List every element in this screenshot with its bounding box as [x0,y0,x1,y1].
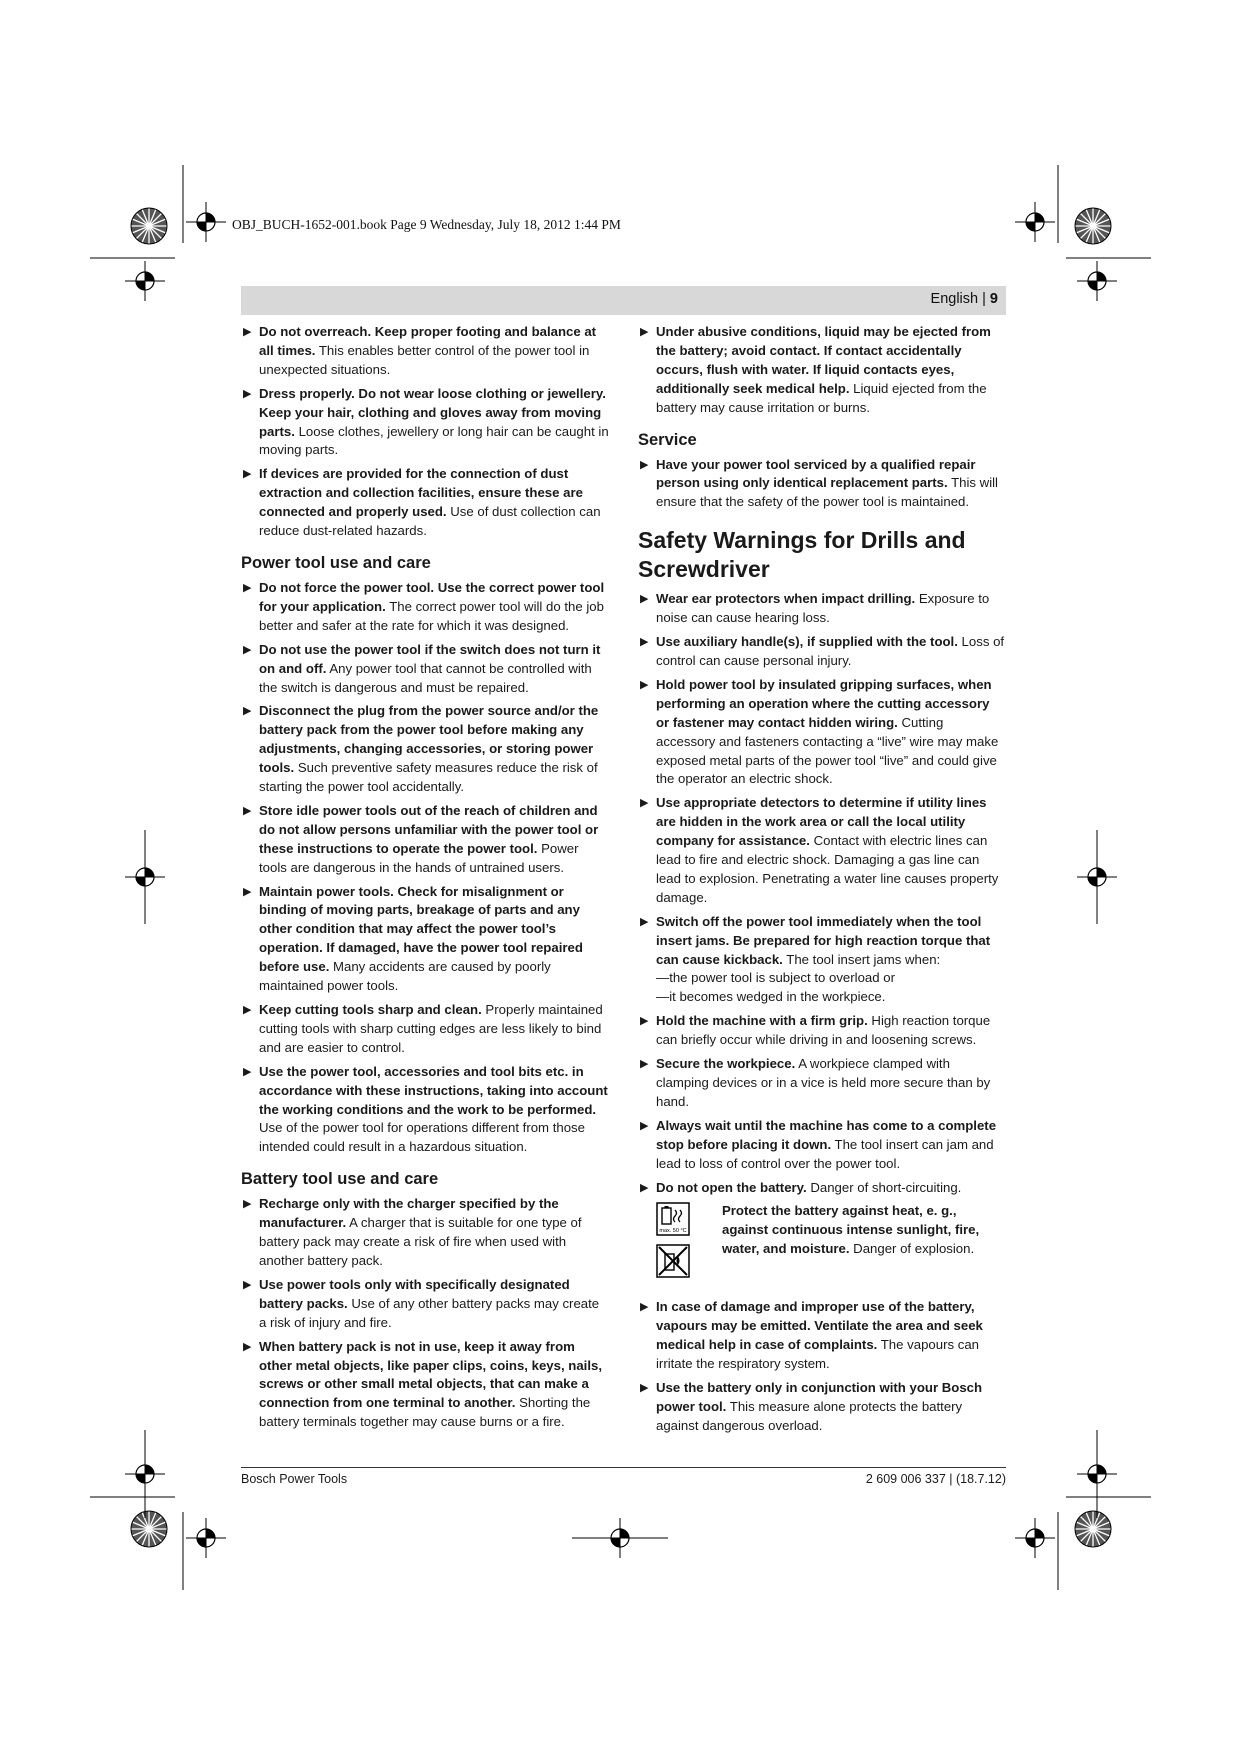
heat-warning-icon [656,1202,690,1236]
heading-safety-warnings-line1: Safety Warnings for Drills and [638,527,966,554]
bullet-arrow-icon: ▶ [640,1382,649,1395]
list-item [638,794,1006,907]
list-item-bold: Maintain power tools. Check for misalignment or binding of moving parts, breakage of parts and any other condition that may affect the power tool’s operation. If damaged, have the power tool repaired before use. [259,883,583,975]
list-item-text: Any power tool that cannot be controlled with the switch is dangerous and must be repaired. [259,660,592,695]
list-item-bold: Recharge only with the charger specified by the manufacturer. [259,1196,559,1231]
bullet-arrow-icon: ▶ [243,1278,252,1291]
list-item-text: Shorting the battery terminals together may cause burns or a fire. [259,1395,591,1430]
list-item-text: The vapours can irritate the respiratory system. [656,1337,979,1372]
heading-safety-warnings [638,526,1006,584]
footer-rule [241,1467,1006,1468]
list-item [241,1195,609,1271]
bullet-arrow-icon: ▶ [640,1301,649,1314]
list-item-bold: Use auxiliary handle(s), if supplied with the tool. [656,634,958,650]
list-item-text: A charger that is suitable for one type of battery pack may create a risk of fire when used with another battery pack. [259,1215,582,1268]
bullet-arrow-icon: ▶ [640,636,649,649]
list-item-text: Use of the power tool for operations different from those intended could result in a hazardous situation. [259,1120,585,1155]
list-item-text: High reaction torque can briefly occur while driving in and loosening screws. [656,1013,991,1048]
list-item [241,385,609,461]
list-item-bold: In case of damage and improper use of the battery, vapours may be emitted. Ventilate the area and seek medical help in case of complaints. [656,1299,983,1353]
list-item-bold: Do not open the battery. [656,1179,807,1195]
list-item-text: A workpiece clamped with clamping devices or in a vice is held more secure than by hand. [656,1056,991,1109]
list-item-bold: Use appropriate detectors to determine if utility lines are hidden in the work area or call the local utility company for assistance. [656,795,987,849]
list-item [638,1012,1006,1050]
bullet-arrow-icon: ▶ [243,1198,252,1211]
list-item-text: Loss of control can cause personal injury. [656,634,1005,668]
bullet-arrow-icon: ▶ [243,1065,252,1078]
bullet-arrow-icon: ▶ [640,593,649,606]
list-item-text: Contact with electric lines can lead to fire and electric shock. Damaging a gas line can lead to explosion. Penetrating a water line causes property damage. [656,833,999,905]
bullet-arrow-icon: ▶ [640,1181,649,1194]
list-item [241,883,609,996]
left-list-c [241,1195,609,1432]
list-item-bold: Do not use the power tool if the switch does not turn it on and off. [259,641,601,676]
list-item-text: Liquid ejected from the battery may cause irritation or burns. [656,380,987,415]
switch-off-item [638,913,1006,1008]
right-list-a [638,323,1006,418]
list-item-bold: Hold the machine with a firm grip. [656,1013,868,1029]
list-item-text: Use of any other battery packs may create a risk of injury and fire. [259,1295,600,1330]
list-item-bold: Under abusive conditions, liquid may be ejected from the battery; avoid contact. If contact accidentally occurs, flush with water. If liquid contacts eyes, additionally seek medical help. [656,324,991,396]
protect-battery-text: Danger of explosion. [849,1241,975,1257]
list-item-bold: Do not force the power tool. Use the correct power tool for your application. [259,579,605,614]
list-item-bold: Always wait until the machine has come to a complete stop before placing it down. [656,1117,997,1152]
list-item [241,1276,609,1333]
bullet-arrow-icon: ▶ [640,326,649,338]
list-item [241,323,609,380]
heading-service: Service [638,430,697,449]
list-item [241,1001,609,1058]
list-item-text: The tool insert can jam and lead to loss of control over the power tool. [656,1136,994,1171]
list-item-bold: Dress properly. Do not wear loose clothing or jewellery. Keep your hair, clothing and gloves away from moving parts. [259,385,606,439]
list-item [638,1379,1006,1436]
list-item-text: Danger of short-circuiting. [806,1179,962,1195]
list-item-bold: Use the battery only in conjunction with your Bosch power tool. [656,1380,983,1414]
list-item [638,323,1006,418]
list-item [241,579,609,636]
heading-power-tool-use: Power tool use and care [241,553,431,572]
bullet-arrow-icon: ▶ [243,387,252,400]
left-list-a [241,323,609,541]
list-item-text: This measure alone protects the battery against dangerous overload. [656,1398,963,1433]
list-item-text: Use of dust collection can reduce dust-related hazards. [259,504,601,539]
list-item-bold: Hold power tool by insulated gripping surfaces, when performing an operation where the cutting accessory or fastener may contact hidden wiring. [656,676,992,730]
bullet-arrow-icon: ▶ [640,797,649,810]
footer-docnumber: 2 609 006 337 | (18.7.12) [865,1472,1006,1486]
list-item-bold: Have your power tool serviced by a qualified repair person using only identical replacement parts. [656,456,976,491]
list-item [638,456,1006,513]
list-item [241,1063,609,1158]
switch-off-text: The tool insert jams when: [782,951,941,967]
header-language: English [930,291,979,307]
list-item [638,1179,1006,1198]
list-item [241,802,609,878]
list-item-text: This will ensure that the safety of the power tool is maintained. [656,475,998,510]
bullet-arrow-icon: ▶ [640,1119,649,1132]
list-item-bold: Keep cutting tools sharp and clean. [259,1002,482,1017]
bullet-arrow-icon: ▶ [243,1340,252,1353]
bullet-arrow-icon: ▶ [640,678,649,691]
page-number: 9 [989,291,998,307]
list-item-bold: Wear ear protectors when impact drilling. [656,591,916,607]
list-item-text: Cutting accessory and fasteners contacting a “live” wire may make exposed metal parts of the power tool “live” and could give the operator an electric shock. [656,714,999,787]
list-item-text: Many accidents are caused by poorly maintained power tools. [259,959,551,994]
list-item [241,1338,609,1433]
left-list-b [241,579,609,1157]
list-item-text: Such preventive safety measures reduce the risk of starting the power tool accidentally. [259,760,598,795]
bullet-arrow-icon: ▶ [243,885,252,898]
list-item [241,641,609,698]
list-item-text: Power tools are dangerous in the hands of untrained users. [259,840,579,875]
list-item [638,1055,1006,1112]
bullet-arrow-icon: ▶ [243,804,252,817]
list-item-bold: Secure the workpiece. [656,1056,796,1072]
list-item [638,1117,1006,1174]
list-item [638,1298,1006,1374]
book-info-slug: OBJ_BUCH-1652-001.book Page 9 Wednesday, July 18, 2012 1:44 PM [232,217,621,232]
list-item-text: This enables better control of the power tool in unexpected situations. [259,342,590,377]
footer-brand: Bosch Power Tools [241,1472,348,1486]
right-list-b [638,456,1006,513]
switch-off-bold: Switch off the power tool immediately when the tool insert jams. Be prepared for high reaction torque that can cause kickback. [656,913,991,967]
bullet-arrow-icon: ▶ [640,458,649,471]
bullet-arrow-icon: ▶ [640,1015,649,1028]
list-item [638,633,1006,671]
list-item-bold: Disconnect the plug from the power source and/or the battery pack from the power tool before making any adjustments, changing accessories, or storing power tools. [259,703,599,776]
no-water-fire-icon [656,1244,690,1278]
bullet-arrow-icon: ▶ [243,643,252,656]
bullet-arrow-icon: ▶ [640,1058,649,1071]
heading-safety-warnings-line2: Screwdriver [638,556,770,583]
right-list-c [638,590,1006,908]
list-item [241,465,609,541]
header-separator: | [978,291,990,307]
bullet-arrow-icon: ▶ [243,581,252,594]
list-item-text: Properly maintained cutting tools with sharp cutting edges are less likely to bind and are easier to control. [259,1002,603,1055]
list-item-bold: If devices are provided for the connection of dust extraction and collection facilities, ensure these are connected and properly used. [259,466,583,520]
switch-sub-1: —the power tool is subject to overload or [656,970,895,986]
list-item-bold: Store idle power tools out of the reach of children and do not allow persons unfamiliar with the power tool or these instructions to operate the power tool. [259,802,599,856]
list-item-text: The correct power tool will do the job better and safer at the rate for which it was designed. [259,598,604,633]
header-language-page [931,291,998,307]
protect-battery-block [656,1202,1006,1284]
heat-icon-label: max. 50 °C [659,1228,687,1235]
right-column [638,323,1006,1441]
bullet-arrow-icon: ▶ [243,1004,252,1016]
right-list-e [638,1298,1006,1435]
heading-battery-tool-use: Battery tool use and care [241,1170,439,1189]
list-item-bold: Use power tools only with specifically designated battery packs. [259,1276,570,1311]
page-header [241,286,1006,315]
list-item-bold: Do not overreach. Keep proper footing and balance at all times. [259,324,597,358]
list-item [241,702,609,797]
right-list-d [638,1012,1006,1197]
list-item-bold: Use the power tool, accessories and tool bits etc. in accordance with these instructions, taking into account the working conditions and the work to be performed. [259,1063,608,1117]
left-column [241,323,609,1437]
bullet-arrow-icon: ▶ [243,468,252,481]
protect-battery-bold: Protect the battery against heat, e. g., against continuous intense sunlight, fire, water, and moisture. [722,1203,980,1257]
list-item-bold: When battery pack is not in use, keep it away from other metal objects, like paper clips, coins, keys, nails, screws or other small metal objects, that can make a connection from one terminal to another. [259,1338,603,1411]
switch-sub-2: —it becomes wedged in the workpiece. [656,989,886,1005]
list-item [638,676,1006,789]
list-item-text: Loose clothes, jewellery or long hair can be caught in moving parts. [259,423,609,458]
list-item-text: Exposure to noise can cause hearing loss. [656,591,990,626]
list-item [638,590,1006,628]
bullet-arrow-icon: ▶ [640,915,649,928]
bullet-arrow-icon: ▶ [243,705,252,718]
bullet-arrow-icon: ▶ [243,326,252,338]
